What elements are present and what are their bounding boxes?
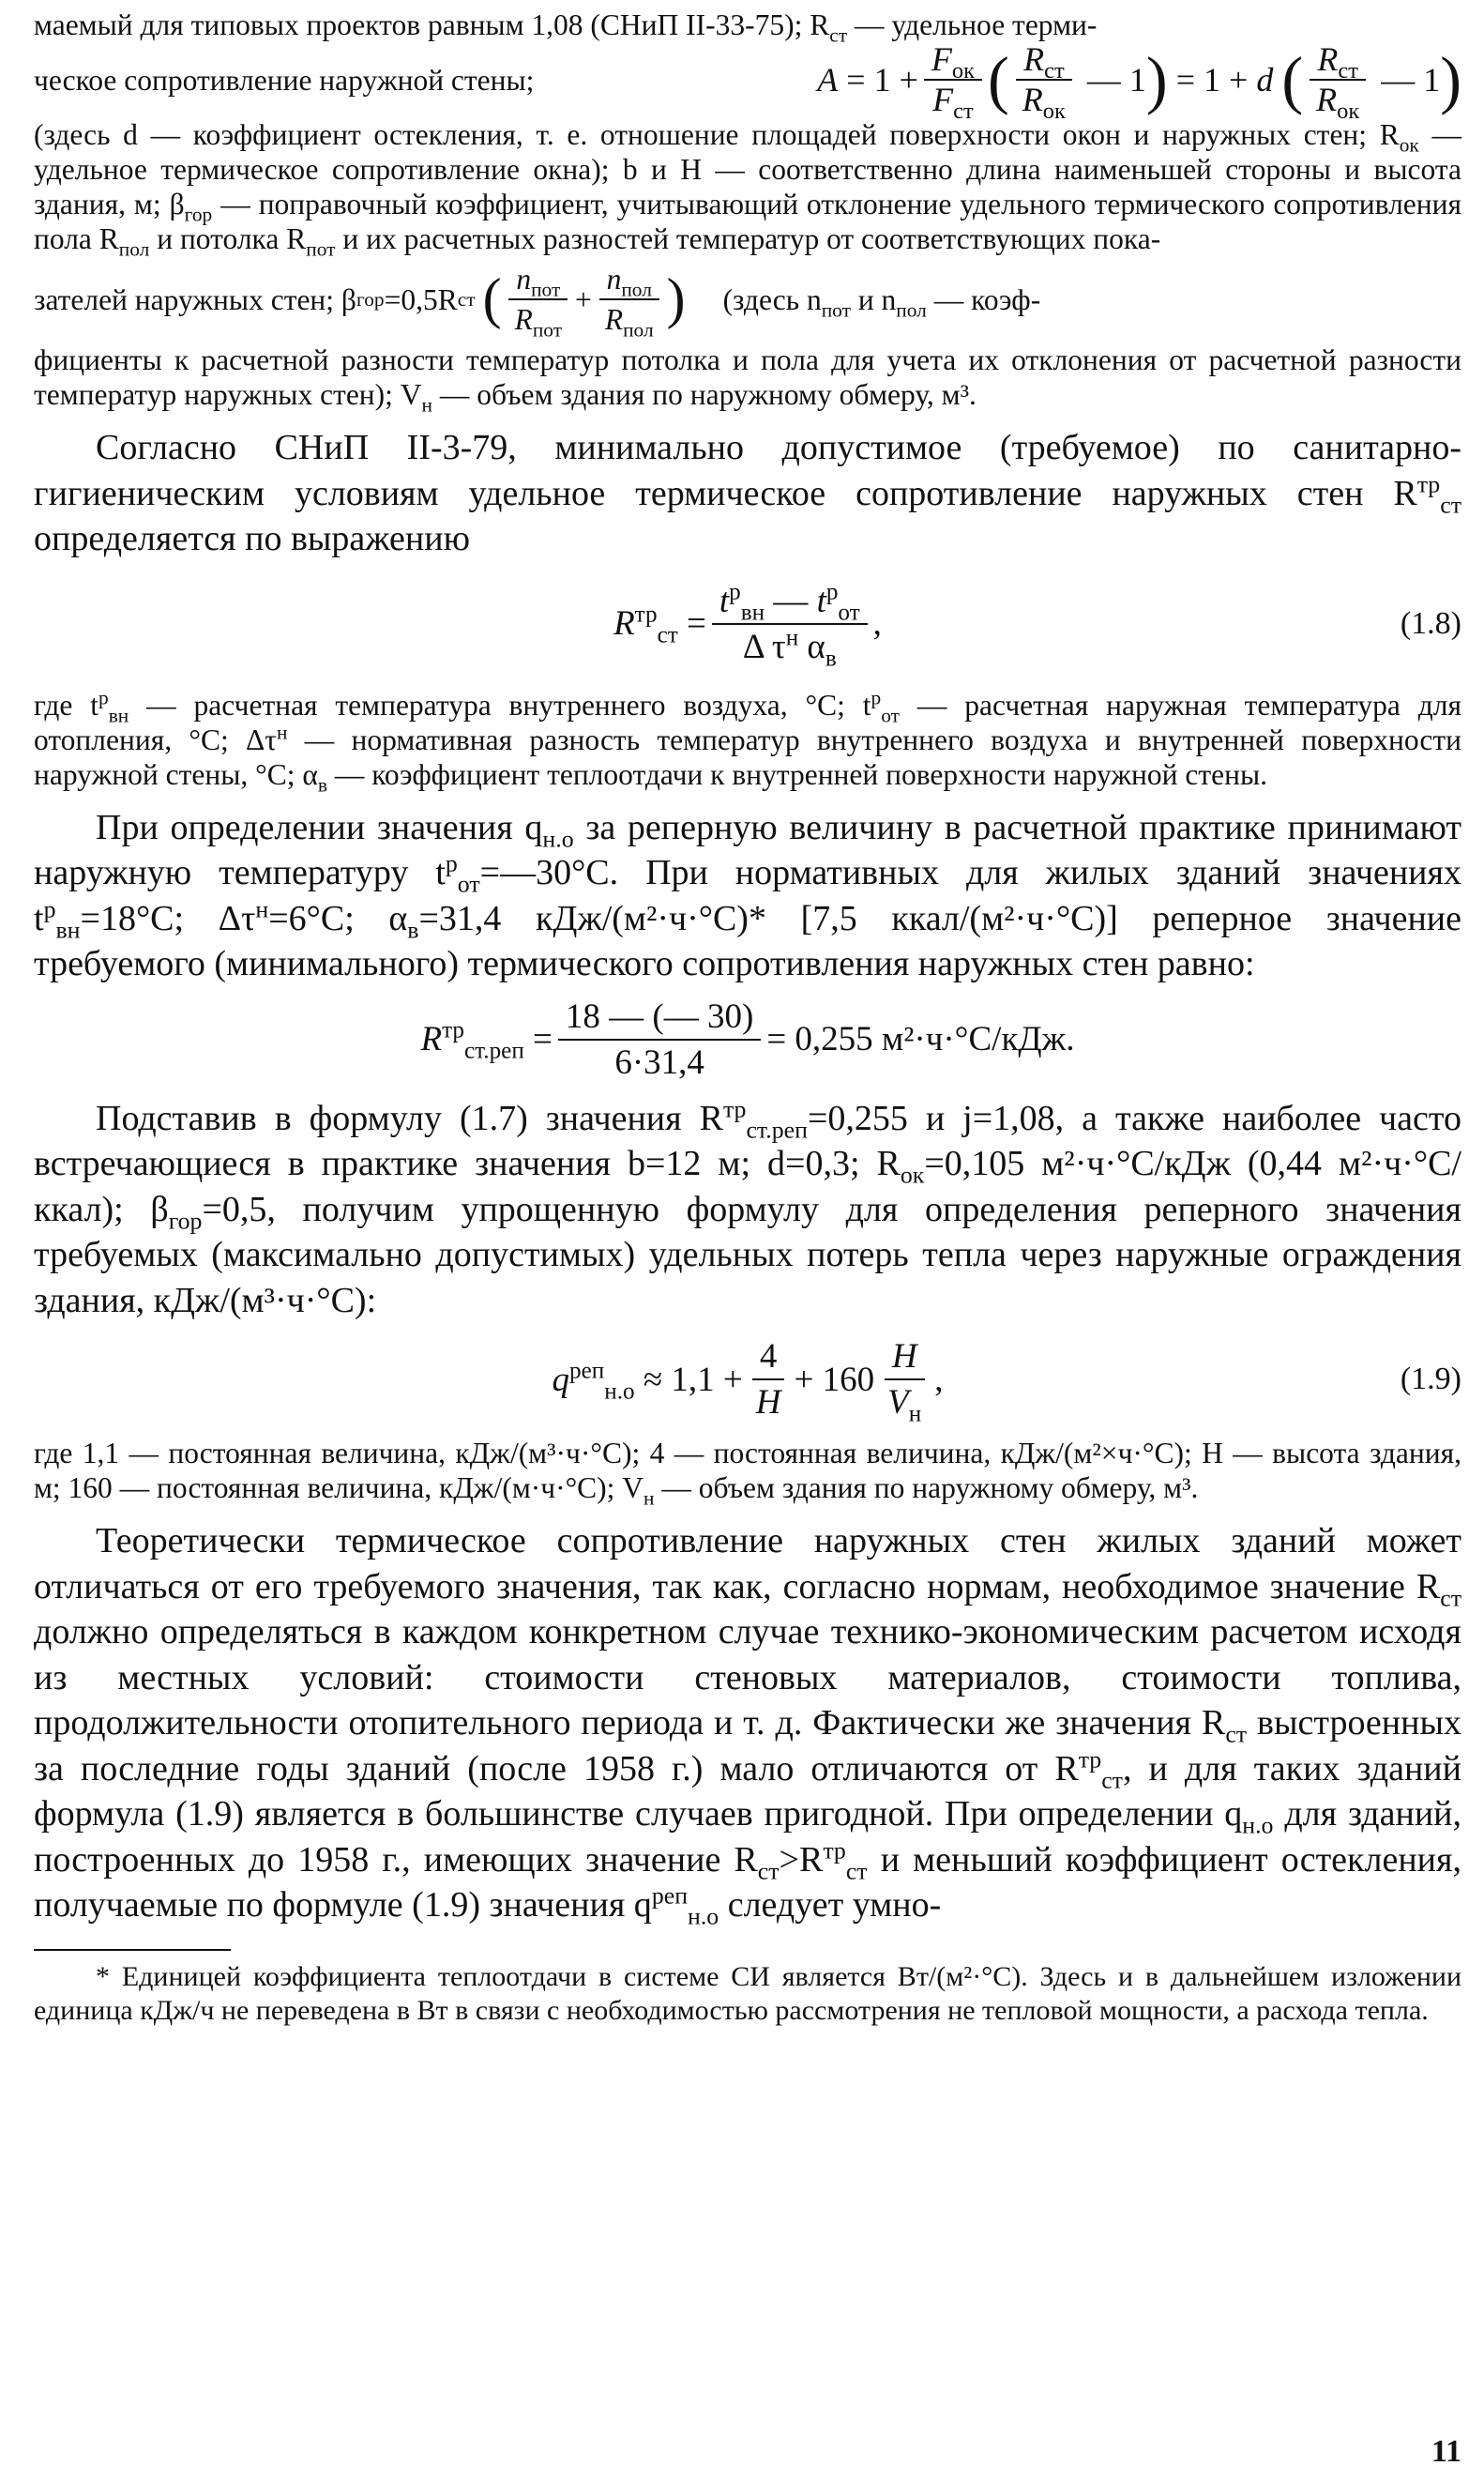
footnote [34, 1960, 1461, 2028]
paragraph-substitution: Подставив в формулу (1.7) значения $R^{тр}_{ст.реп}=0,255$ и j=1,08, а также наиболее часто встречающиеся в практике значения b=12 м; d=0,3; $R_{ок}=0,105$ м²·ч·°С/кДж (0,44 м²·ч·°С/ккал); $\beta_{гор}=0,5$, получим упрощенную формулу для определения реперного значения требуемых (максимально допустимых) удельных потерь тепла через наружные ограждения здания, кДж/(м³·ч·°С): [34, 1094, 1461, 1320]
text-line: и их расчетных разностей температур от соответствующих пока- [335, 222, 1161, 255]
paragraph-definitions: маемый для типовых проектов равным 1,08 (СНиП II-33-75); $R_{ст}$ — удельное терми- ческое сопротивление наружной стены; A = 1 + $\frac{F_{ок}}{F_{ст}}$ ( $\frac{R_{ст}}{R_{ок}}$ — 1 ) = 1 + d ( $\frac{R_{ст}}{R_{ок}}$ — 1 ) (здесь d — коэффициент остекления, т. е. отношение площадей поверхности окон и наружных стен; $R_{ок}$ — удельное термическое сопротивление окна); b и H — соответственно длина наименьшей стороны и высота здания, м; $\beta_{гор}$ — поправочный коэффициент, учитывающий отклонение удельного термического сопротивления пола $R_{пол}$ и потолка $R_{пот}$ и их расчетных разностей температур от соответствующих пока- зателей наружных стен; β гор =0,5R ст ( $\frac{n_{пот}}{R_{пот}}$ + $\frac{n_{пол}}{R_{пол}}$ ) (здесь $n_{пот}$ и $n_{пол}$ — коэф- фициенты к расчетной разности температур потолка и пола для учета их отклонения от расчетной разности температур наружных стен); $V_н$ — объем здания по наружному обмеру, м³. [34, 8, 1461, 417]
text-line: зателей наружных стен; β [34, 282, 356, 316]
text-line: =18°С; Δτ [80, 898, 256, 938]
equation-reference: $R^{тр}_{ст.реп}$ = $\frac{18 — (— 30)}{6\cdot 31,4}$ = 0,255 м²·ч·°С/кДж. [420, 997, 1075, 1082]
equation-number: (1.9) [1400, 1362, 1461, 1396]
text-line: где 1,1 — постоянная величина, кДж/(м³·ч·°С); 4 — постоянная величина, кДж/(м²×ч·°С); H — высота здания, м; 160 — постоянная величина, кДж/(м·ч·°С); V [34, 1437, 1461, 1504]
paragraph-reference: При определении значения $q_{н.о}$ за реперную величину в расчетной практике принимают наружную температуру $t^р_{от}=—30^\circ С$. При нормативных для жилых зданий значениях $t^р_{вн}=18^\circ С$; $\Delta\tau^н=6^\circ С$; $\alpha_в=31,4$ кДж/(м²·ч·°С)* [7,5 ккал/(м²·ч·°С)] реперное значение требуемого (минимального) термического сопротивления наружных стен равно: [34, 807, 1461, 983]
text-line: — нормативная разность температур внутреннего воздуха и внутренней поверхности наружной стены, °С; α [34, 723, 1461, 791]
text-line: При определении значения q [96, 807, 543, 847]
text-line: (здесь n [722, 282, 822, 316]
text-line: (здесь d — коэффициент остекления, т. е. отношение площадей поверхности окон и наружных стен; R [34, 118, 1400, 151]
text-line: — поправочный коэффициент, учитывающий отклонение удельного термического сопротивления пола R [34, 188, 1461, 255]
paragraph-legend-1-9: где 1,1 — постоянная величина, кДж/(м³·ч·°С); 4 — постоянная величина, кДж/(м²×ч·°С); H — высота здания, м; 160 — постоянная величина, кДж/(м·ч·°С); $V_н$ — объем здания по наружному обмеру, м³. [34, 1437, 1461, 1510]
text-line: =6°С; α [268, 898, 408, 938]
page-number: 11 [1431, 2434, 1461, 2469]
text-line: и меньший коэффициент остекления, получаемые по формуле (1.9) значения q [34, 1839, 1461, 1925]
text-line: =—30°С. При нормативных для жилых зданий значениях t [34, 853, 1461, 938]
equation-1-9: $q^{реп}_{н.о} \approx 1,1$ + $\frac{4}{H}$ + 160 $\frac{H}{V_н}$ , (1.9) [552, 1337, 1461, 1427]
text-line: Подставив в формулу (1.7) значения R [96, 1098, 723, 1138]
formula-A: A = 1 + $\frac{F_{ок}}{F_{ст}}$ ( $\frac{R_{ст}}{R_{ок}}$ — 1 ) = 1 + d ( $\frac{R_{ст}}{R_{ок}}$ — 1 ) [817, 40, 1461, 125]
text-line: =0,255 и j=1,08, а также наиболее часто встречающиеся в практике значения b=12 м; d=0,3; R [34, 1098, 1461, 1183]
text-line: — расчетная наружная температура для отопления, °С; Δτ [34, 688, 1461, 756]
text-line: выстроенных за последние годы зданий (после 1958 г.) мало отличаются от R [34, 1703, 1461, 1788]
paragraph-snip: Согласно СНиП II-3-79, минимально допустимое (требуемое) по санитарно-гигиеническим условиям удельное термическое сопротивление наружных стен $R^{тр}_{ст}$ определяется по выражению [34, 428, 1461, 558]
fraction-denominator: 6·31,4 [614, 1043, 704, 1082]
text-line: за реперную величину в расчетной практике принимают наружную температуру t [34, 807, 1461, 892]
formula-beta: ( $\frac{n_{пот}}{R_{пот}}$ + $\frac{n_{пол}}{R_{пол}}$ ) [482, 263, 686, 342]
text-line: для зданий, построенных до 1958 г., имеющих значение R [34, 1794, 1461, 1880]
text-line: Теоретически термическое сопротивление наружных стен жилых зданий может отличаться от его требуемого значения, так как, согласно нормам, необходимое значение R [34, 1521, 1461, 1606]
text-line: и n [850, 282, 897, 316]
text-line: — объем здания по наружному обмеру, м³. [654, 1471, 1199, 1504]
text-line: маемый для типовых проектов равным 1,08 (СНиП II-33-75); R [34, 8, 830, 41]
text-line: следует умно- [719, 1885, 942, 1925]
text-line: определяется по выражению [34, 519, 470, 558]
text-line: и потолка R [149, 222, 307, 255]
text-line: , и для таких зданий формула (1.9) является в большинстве случаев пригодной. При определении q [34, 1748, 1461, 1834]
text-line: — удельное термическое сопротивление окна); b и H — соответственно длина наименьшей стороны и высота здания, м; β [34, 118, 1461, 221]
text-line: — коэф- [926, 282, 1041, 316]
text-line: — коэффициент теплоотдачи к внутренней поверхности наружной стены. [326, 757, 1268, 791]
footnote-text: * Единицей коэффициента теплоотдачи в системе СИ является Вт/(м²·°С). Здесь и в дальнейшем изложении единица кДж/ч не переведена в Вт в связи с необходимостью рассмотрения не тепловой мощности, а расхода тепла. [34, 1960, 1461, 2026]
text-line: =0,105 м²·ч·°С/кДж (0,44 м²·ч·°С/ккал); β [34, 1144, 1461, 1229]
page-content [34, 8, 1461, 2028]
text-line: ческое сопротивление наружной стены; [34, 63, 535, 97]
text-line: =0,5, получим упрощенную формулу для определения реперного значения требуемых (максимально допустимых) удельных потерь тепла через наружные ограждения здания, кДж/(м³·ч·°С): [34, 1189, 1461, 1320]
paragraph-theory: Теоретически термическое сопротивление наружных стен жилых зданий может отличаться от его требуемого значения, так как, согласно нормам, необходимое значение $R_{ст}$ должно определяться в каждом конкретном случае технико-экономическим расчетом исходя из местных условий: стоимости стеновых материалов, стоимости топлива, продолжительности отопительного периода и т. д. Фактически же значения $R_{ст}$ выстроенных за последние годы зданий (после 1958 г.) мало отличаются от $R^{тр}_{ст}$, и для таких зданий формула (1.9) является в большинстве случаев пригодной. При определении $q_{н.о}$ для зданий, построенных до 1958 г., имеющих значение $R_{ст}>R^{тр}_{ст}$ и меньший коэффициент остекления, получаемые по формуле (1.9) значения $q^{реп}_{н.о}$ следует умно- [34, 1521, 1461, 1930]
equation-1-8: $R^{тр}_{ст}$ = $\frac{t^р_{вн} — t^р_{от}}{\Delta \tau^н \alpha_в}$ , (1.8) [613, 579, 1461, 671]
text-line: =31,4 кДж/(м²·ч·°С)* [7,5 ккал/(м²·ч·°С)] реперное значение требуемого (минимального) термического сопротивления наружных стен равно: [34, 898, 1461, 983]
fraction-numerator: 18 — (— 30) [558, 997, 761, 1041]
equation-number: (1.8) [1400, 605, 1461, 641]
paragraph-legend-1-8: где $t^р_{вн}$ — расчетная температура внутреннего воздуха, °С; $t^р_{от}$ — расчетная наружная температура для отопления, °С; $\Delta\tau^н$ — нормативная разность температур внутреннего воздуха и внутренней поверхности наружной стены, °С; $\alpha_в$ — коэффициент теплоотдачи к внутренней поверхности наружной стены. [34, 686, 1461, 796]
text-line: фициенты к расчетной разности температур потолка и пола для учета их отклонения от расчетной разности температур наружных стен); V [34, 343, 1461, 411]
text-line: — удельное терми- [847, 8, 1098, 41]
text-line: >R [779, 1839, 824, 1880]
footnote-divider [34, 1949, 231, 1951]
text-line: — объем здания по наружному обмеру, м³. [432, 378, 977, 411]
text-line: Согласно СНиП II-3-79, минимально допустимое (требуемое) по санитарно-гигиеническим условиям удельное термическое сопротивление наружных стен R [34, 428, 1461, 513]
text-line: — расчетная температура внутреннего воздуха, °С; t [129, 688, 871, 722]
text-line: где t [34, 688, 98, 722]
equation-result: = 0,255 м²·ч·°С/кДж. [766, 1020, 1075, 1058]
text-line: =0,5R [384, 282, 458, 316]
text-line: должно определяться в каждом конкретном случае технико-экономическим расчетом исходя из местных условий: стоимости стеновых материалов, стоимости топлива, продолжительности отопительного периода и т. д. Фактически же значения R [34, 1612, 1461, 1743]
